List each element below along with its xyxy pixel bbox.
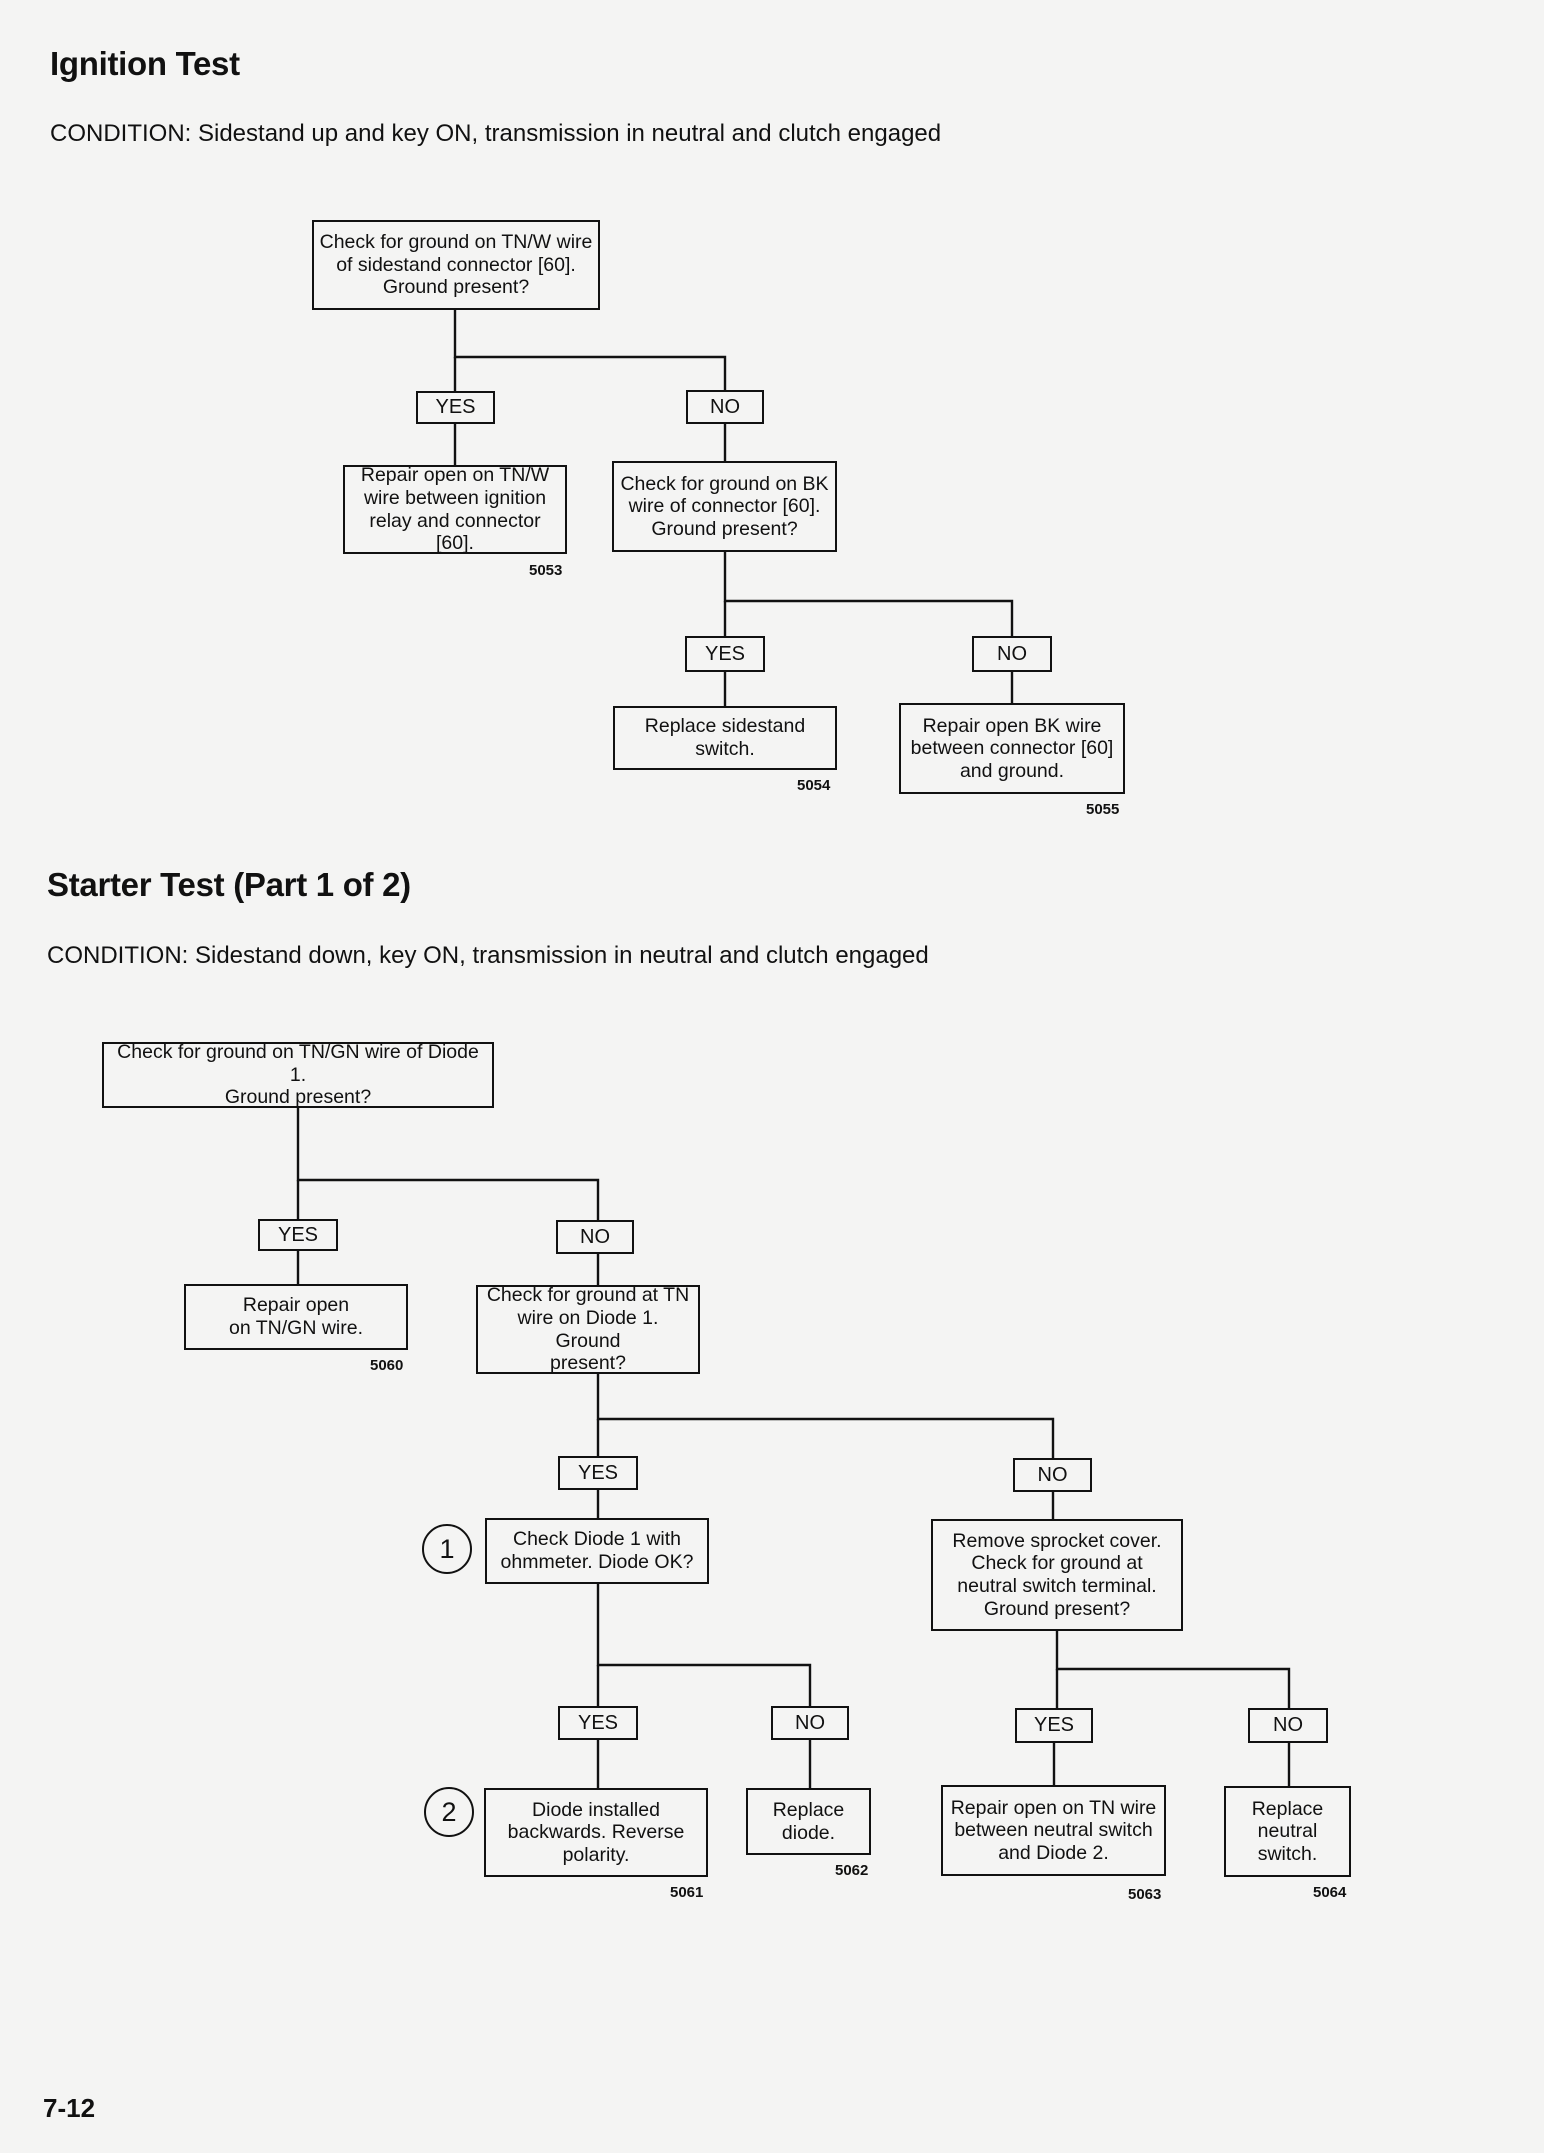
ignition-q1-no-label: NO bbox=[686, 390, 764, 424]
ignition-q1-text: Check for ground on TN/W wire of sidestand connector [60]. Ground present? bbox=[319, 231, 593, 299]
starter-a3-no-text: Replace diode. bbox=[772, 1798, 845, 1844]
starter-q2-text: Check for ground at TN wire on Diode 1. Ground present? bbox=[486, 1284, 690, 1375]
starter-a4-no-box bbox=[1224, 1786, 1351, 1877]
starter-a4-yes-text: Repair open on TN wire between neutral switch and Diode 2. bbox=[950, 1796, 1157, 1864]
ignition-a1-yes-code: 5053 bbox=[529, 562, 563, 579]
starter-q3-box bbox=[485, 1518, 709, 1584]
ignition-a2-no-code: 5055 bbox=[1086, 801, 1120, 818]
starter-a4-no-code: 5064 bbox=[1313, 1884, 1347, 1901]
page-number: 7-12 bbox=[43, 2093, 96, 2123]
starter-q3-text: Check Diode 1 with ohmmeter. Diode OK? bbox=[500, 1528, 694, 1573]
starter-a3-yes-box bbox=[484, 1788, 708, 1877]
ignition-a2-yes-box bbox=[613, 706, 837, 770]
ignition-a1-yes-box bbox=[343, 465, 567, 554]
ignition-condition: CONDITION: Sidestand up and key ON, transmission in neutral and clutch engaged bbox=[50, 120, 942, 147]
ignition-a2-no-text: Repair open BK wire between connector [60] and ground. bbox=[910, 714, 1114, 782]
starter-a3-no-box bbox=[746, 1788, 871, 1855]
starter-a3-yes-code: 5061 bbox=[670, 1884, 704, 1901]
ignition-q2-box bbox=[612, 461, 837, 552]
ignition-a2-no-box bbox=[899, 703, 1125, 794]
ignition-q2-yes-label: YES bbox=[685, 636, 765, 672]
ignition-test-title: Ignition Test bbox=[50, 45, 240, 82]
ignition-q1-yes-label: YES bbox=[416, 391, 495, 424]
ignition-q1-box bbox=[312, 220, 600, 310]
starter-q2-box bbox=[476, 1285, 700, 1374]
starter-a3-no-code: 5062 bbox=[835, 1862, 869, 1879]
starter-a4-yes-box bbox=[941, 1785, 1166, 1876]
ign-branch-2 bbox=[725, 552, 1012, 636]
starter-a3-yes-text: Diode installed backwards. Reverse polarity. bbox=[507, 1798, 685, 1866]
starter-q4-yes-label: YES bbox=[1015, 1708, 1093, 1743]
st-branch-1 bbox=[298, 1108, 598, 1220]
starter-q2-no-label: NO bbox=[1013, 1458, 1092, 1492]
ignition-q2-text: Check for ground on BK wire of connector [60]. Ground present? bbox=[620, 472, 829, 540]
st-branch-2 bbox=[598, 1374, 1053, 1458]
starter-q1-text: Check for ground on TN/GN wire of Diode 1. Ground present? bbox=[117, 1041, 479, 1109]
ign-branch-1 bbox=[455, 310, 725, 390]
starter-a1-yes-text: Repair open on TN/GN wire. bbox=[228, 1294, 363, 1339]
st-branch-3 bbox=[598, 1584, 810, 1706]
step-marker-1: 1 bbox=[422, 1524, 472, 1574]
starter-test-title: Starter Test (Part 1 of 2) bbox=[47, 866, 411, 903]
st-branch-4 bbox=[1057, 1631, 1289, 1708]
ignition-a2-yes-text: Replace sidestand switch. bbox=[644, 715, 806, 760]
step-marker-2: 2 bbox=[424, 1787, 474, 1837]
starter-q1-no-label: NO bbox=[556, 1220, 634, 1254]
starter-q3-yes-label: YES bbox=[558, 1706, 638, 1740]
starter-a1-yes-box bbox=[184, 1284, 408, 1350]
starter-q4-no-label: NO bbox=[1248, 1708, 1328, 1743]
ignition-q2-no-label: NO bbox=[972, 636, 1052, 672]
starter-a4-yes-code: 5063 bbox=[1128, 1886, 1162, 1903]
starter-a1-yes-code: 5060 bbox=[370, 1357, 404, 1374]
starter-q3-no-label: NO bbox=[771, 1706, 849, 1740]
starter-q1-yes-label: YES bbox=[258, 1219, 338, 1251]
ignition-a1-yes-text: Repair open on TN/W wire between ignition relay and connector [60]. bbox=[360, 464, 550, 555]
starter-condition: CONDITION: Sidestand down, key ON, transmission in neutral and clutch engaged bbox=[47, 942, 929, 969]
starter-q4-text: Remove sprocket cover. Check for ground at neutral switch terminal. Ground present? bbox=[952, 1529, 1162, 1620]
starter-q4-box bbox=[931, 1519, 1183, 1631]
starter-q2-yes-label: YES bbox=[558, 1456, 638, 1490]
starter-a4-no-text: Replace neutral switch. bbox=[1251, 1797, 1324, 1865]
starter-q1-box bbox=[102, 1042, 494, 1108]
ignition-a2-yes-code: 5054 bbox=[797, 777, 831, 794]
